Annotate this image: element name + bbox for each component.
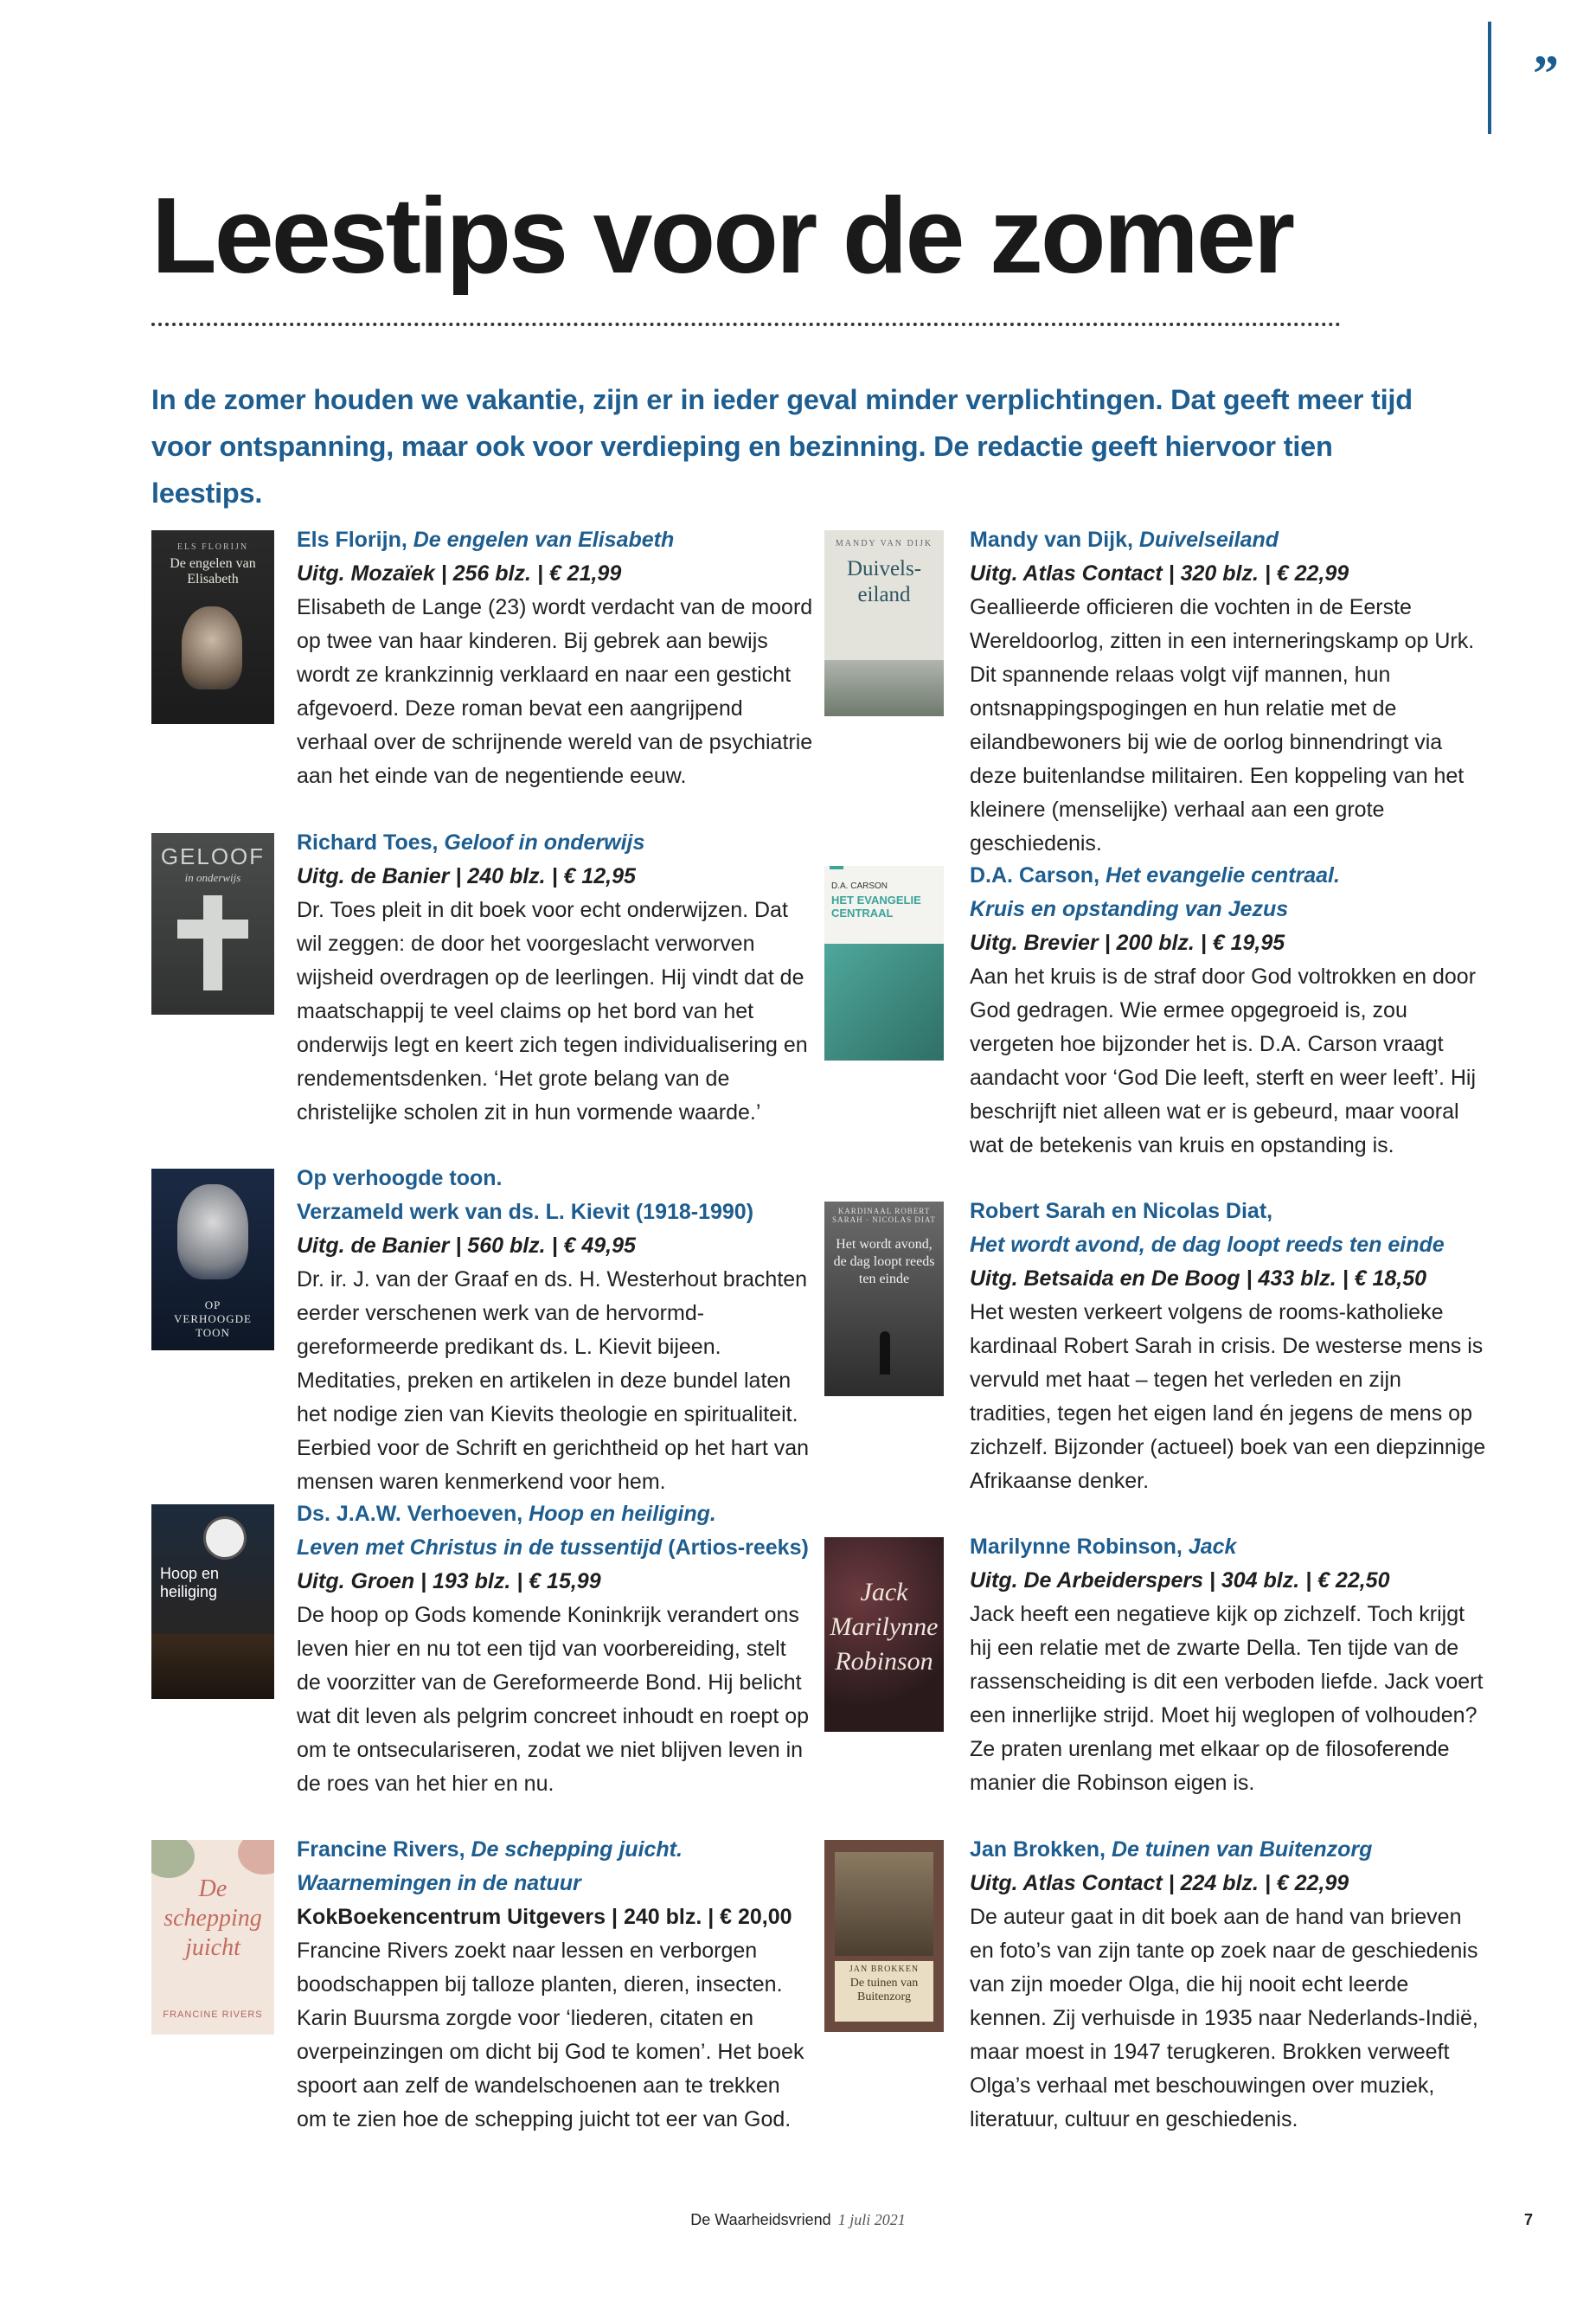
- cover-author: ELS FLORIJN: [176, 542, 249, 552]
- book-description: Elisabeth de Lange (23) wordt verdacht van de moord op twee van haar kinderen. Bij gebrek aan bewijs wordt ze krankzinnig verklaard en naar een gesticht afgevoerd. Deze roman bevat een aangrijpend verhaal over de schrijnende wereld van de psychiatrie aan het einde van de negentiende eeuw.: [297, 595, 813, 788]
- book-title: Duivelseiland: [1138, 528, 1279, 552]
- book-subtitle: Kruis en opstanding van Jezus: [970, 897, 1289, 921]
- cover-title: Jack Marilynne Robinson: [830, 1578, 939, 1676]
- cover-author: D.A. CARSON: [831, 881, 888, 891]
- book-description: De auteur gaat in dit boek aan de hand van brieven en foto’s van zijn tante op zoek naar de geschiedenis van zijn moeder Olga, die hij nooit echt leerde kennen. Zij verhuisde in 1935 naar Nederlands-Indië, maar moest in 1947 terugkeren. Brokken verweeft Olga’s verhaal met beschouwingen over muziek, literatuur, cultuur en geschiedenis.: [970, 1905, 1478, 2131]
- book-publisher: Uitg. Atlas Contact | 224 blz. | € 22,99: [970, 1871, 1349, 1895]
- book-author: Richard Toes,: [297, 830, 445, 855]
- cover-author: FRANCINE RIVERS: [163, 2009, 263, 2020]
- book-text: [297, 1162, 816, 1499]
- book-text: [970, 859, 1489, 1163]
- book-cover: [824, 1537, 944, 1732]
- book-publisher: Uitg. Groen | 193 blz. | € 15,99: [297, 1569, 601, 1593]
- book-publisher: Uitg. Betsaida en De Boog | 433 blz. | € 18,50: [970, 1266, 1427, 1291]
- cover-author: JAN BROKKEN: [849, 1965, 920, 1974]
- book-publisher: Uitg. Atlas Contact | 320 blz. | € 22,99: [970, 561, 1349, 586]
- book-author: Robert Sarah en Nicolas Diat,: [970, 1199, 1273, 1223]
- cover-title: Duivels-eiland: [846, 557, 922, 606]
- book-description: Dr. ir. J. van der Graaf en ds. H. Westerhout brachten eerder verschenen werk van de hervormd-gereformeerde predikant ds. L. Kievit bijeen. Meditaties, preken en artikelen in deze bundel laten het nodige zien van Kievits theologie en spiritualiteit. Eerbied voor de Schrift en gerichtheid op het hart van mensen waren kenmerkend voor hem.: [297, 1267, 810, 1494]
- cover-photo: [835, 1852, 933, 1956]
- book-series: (Artios-reeks): [662, 1535, 809, 1560]
- book-description: Dr. Toes pleit in dit boek voor echt onderwijzen. Dat wil zeggen: de door het voorgeslacht verworven wijsheid overdragen op de leerlingen. Hij vindt dat de maatschappij te veel claims op het bord van het onderwijs legt en keert zich tegen individualisering en rendementsdenken. ‘Het grote belang van de christelijke scholen zit in hun vormende waarde.’: [297, 898, 808, 1125]
- book-cover: [151, 530, 274, 724]
- book-title: Jack: [1188, 1535, 1237, 1559]
- book-title: Geloof in onderwijs: [444, 830, 645, 855]
- cover-portrait: [182, 606, 242, 689]
- book-author: Mandy van Dijk,: [970, 528, 1139, 552]
- book-title: Het evangelie centraal.: [1105, 863, 1340, 888]
- book-cover: [824, 1202, 944, 1396]
- book-cover: [824, 866, 944, 1061]
- cross-icon: [203, 895, 222, 990]
- cover-title: De engelen van Elisabeth: [170, 556, 256, 586]
- leaf-decoration: [151, 1840, 195, 1878]
- cover-portrait: [177, 1184, 248, 1279]
- cover-title: HET EVANGELIE CENTRAAL: [831, 894, 921, 920]
- book-title: De tuinen van Buitenzorg: [1111, 1837, 1373, 1862]
- page-number: 7: [1524, 2211, 1534, 2228]
- book-text: [970, 1833, 1489, 2137]
- book-text: [297, 523, 816, 793]
- cover-title: Hoop en heiliging: [160, 1565, 220, 1600]
- book-cover: [151, 1169, 274, 1350]
- book-cover: [151, 1840, 274, 2035]
- cover-title: De schepping juicht: [163, 1875, 262, 1961]
- book-description: Geallieerde officieren die vochten in de Eerste Wereldoorlog, zitten in een interneringskamp op Urk. Dit spannende relaas volgt vijf mannen, hun ontsnappingspogingen en hun relatie met de eilandbewoners bij wie de oorlog binnendringt via deze buitenlandse militairen. Een koppeling van het kleinere (menselijke) verhaal aan een grote geschiedenis.: [970, 595, 1475, 856]
- book-description: Aan het kruis is de straf door God voltrokken en door God gedragen. Wie ermee opgegroeid is, zou vergeten hoe bijzonder het is. D.A. Carson vraagt aandacht voor ‘God Die leeft, sterft en weer leeft’. Hij beschrijft niet alleen wat er is gebeurd, maar vooral wat de betekenis van kruis en opstanding is.: [970, 965, 1477, 1157]
- book-publisher: Uitg. Brevier | 200 blz. | € 19,95: [970, 931, 1285, 955]
- cover-title: GELOOF: [160, 843, 266, 869]
- cover-title: Het wordt avond, de dag loopt reeds ten einde: [833, 1237, 935, 1286]
- cover-figure: [880, 1331, 890, 1375]
- cover-landscape: [824, 660, 944, 716]
- header-accent-bar: [1488, 22, 1491, 134]
- book-publisher: Uitg. De Arbeiderspers | 304 blz. | € 22,50: [970, 1568, 1390, 1593]
- footer-magazine: De Waarheidsvriend: [690, 2211, 831, 2228]
- quote-icon: ”: [1533, 45, 1559, 102]
- book-author: Marilynne Robinson,: [970, 1535, 1189, 1559]
- page-title: Leestips voor de zomer: [151, 176, 1293, 296]
- book-description: Francine Rivers zoekt naar lessen en verborgen boodschappen bij talloze planten, dieren, insecten. Karin Buursma zorgde voor ‘liederen, citaten en overpeinzingen om dicht bij God te komen’. Het boek spoort aan zelf de wandelschoenen aan te trekken om te zien hoe de schepping juicht tot eer van God.: [297, 1939, 804, 2131]
- book-text: [970, 1530, 1489, 1800]
- footer-date: 1 juli 2021: [837, 2211, 906, 2228]
- book-publisher: Uitg. de Banier | 240 blz. | € 12,95: [297, 864, 636, 888]
- book-publisher: Uitg. de Banier | 560 blz. | € 49,95: [297, 1234, 636, 1258]
- book-text: [970, 1195, 1489, 1498]
- cover-subtitle: in onderwijs: [184, 871, 241, 884]
- book-publisher: KokBoekencentrum Uitgevers | 240 blz. | € 20,00: [297, 1905, 792, 1929]
- cover-accent: [830, 866, 843, 869]
- book-description: De hoop op Gods komende Koninkrijk verandert ons leven hier en nu tot een tijd van voorbereiding, stelt de voorzitter van de Gereformeerde Bond. Hij belicht wat dit leven als pelgrim concreet inhoudt en roept op om te ontseculariseren, zodat we niet blijven leven in de roes van het hier en nu.: [297, 1603, 810, 1796]
- cover-title: De tuinen van Buitenzorg: [849, 1977, 919, 2003]
- book-author: Ds. J.A.W. Verhoeven,: [297, 1502, 529, 1526]
- book-description: Jack heeft een negatieve kijk op zichzelf. Toch krijgt hij een relatie met de zwarte Della. Ten tijde van de rassenscheiding is dit een verboden liefde. Jack voert een innerlijke strijd. Moet hij weglopen of volhouden? Ze praten urenlang met elkaar op de filosoferende manier die Robinson eigen is.: [970, 1602, 1484, 1795]
- book-cover: [151, 1504, 274, 1699]
- book-title: Op verhoogde toon.: [297, 1166, 503, 1190]
- book-subtitle: Leven met Christus in de tussentijd: [297, 1535, 663, 1560]
- book-text: [297, 1833, 816, 2137]
- book-title: Het wordt avond, de dag loopt reeds ten einde: [970, 1233, 1445, 1257]
- book-cover: [151, 833, 274, 1015]
- cover-author: KARDINAAL ROBERT SARAH · NICOLAS DIAT: [832, 1207, 936, 1224]
- cover-author: MANDY VAN DIJK: [835, 539, 933, 548]
- book-description: Het westen verkeert volgens de rooms-katholieke kardinaal Robert Sarah in crisis. De westerse mens is vervuld met haat – tegen het verleden en zijn tradities, tegen het eigen land én jegens de mens op zichzelf. Bijzonder (actueel) boek van een diepzinnige Afrikaanse denker.: [970, 1300, 1486, 1493]
- intro-paragraph: In de zomer houden we vakantie, zijn er in ieder geval minder verplichtingen. Dat geeft meer tijd voor ontspanning, maar ook voor verdieping en bezinning. De redactie geeft hiervoor tien leestips.: [151, 384, 1413, 509]
- clock-icon: [203, 1516, 247, 1560]
- book-subtitle: Waarnemingen in de natuur: [297, 1871, 581, 1895]
- book-publisher: Uitg. Mozaïek | 256 blz. | € 21,99: [297, 561, 622, 586]
- book-title: De engelen van Elisabeth: [413, 528, 675, 552]
- page-footer: [0, 2211, 1596, 2229]
- book-subtitle: Verzameld werk van ds. L. Kievit (1918-1990): [297, 1200, 754, 1224]
- book-text: [297, 1497, 816, 1801]
- book-cover: [824, 1840, 944, 2032]
- book-author: Els Florijn,: [297, 528, 413, 552]
- book-author: D.A. Carson,: [970, 863, 1106, 888]
- cover-photo: [824, 944, 944, 1061]
- book-author: Jan Brokken,: [970, 1837, 1112, 1862]
- book-title: Hoop en heiliging.: [529, 1502, 716, 1526]
- cover-title: OP VERHOOGDE TOON: [174, 1298, 252, 1339]
- book-author: Francine Rivers,: [297, 1837, 471, 1862]
- book-text: [970, 523, 1489, 861]
- book-title: De schepping juicht.: [471, 1837, 683, 1862]
- dotted-divider: [151, 323, 1341, 326]
- book-cover: [824, 530, 944, 716]
- book-text: [297, 826, 816, 1130]
